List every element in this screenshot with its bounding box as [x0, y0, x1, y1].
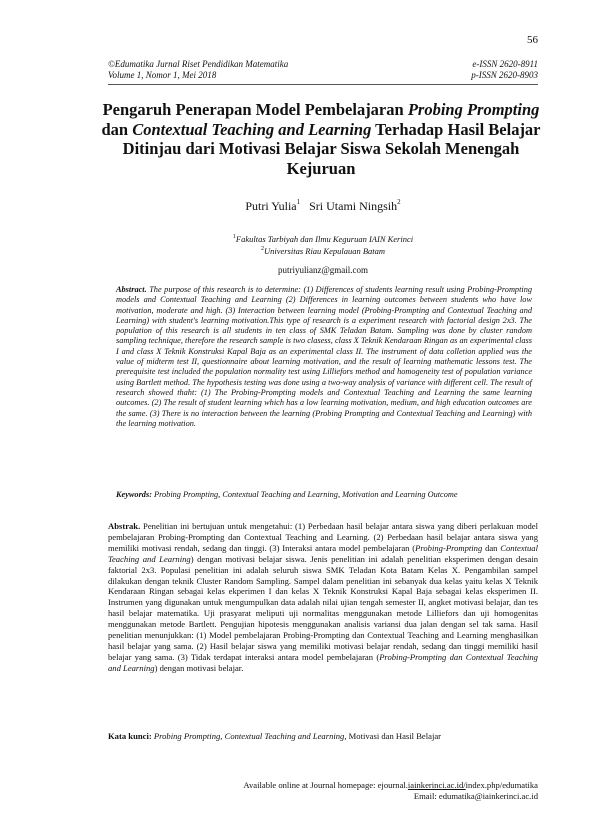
affil-sup: 2: [260, 246, 264, 252]
abstrak-text: ) dengan motivasi belajar siswa. Jenis penelitian ini adalah penelitian eksperimen dengan desain faktorial 2x3. Populasi penelitian ini adalah seluruh siswa SMK Teladan Kota Batam Kelas X. Pengambilan sampel dilakukan dengan teknik Cluster Random Sampling. Sampel dalam penelitian ini sebanyak dua kelas yaitu kelas X Teknik Kendaraan Ringan sebagai kelas ekperimen I dan kelas X Teknik Konstruksi Kapal Baja sebagai kelas eksperimen II. Instrumen yang digunakan untuk mengumpulkan data adalah nilai ujian tengah semester II, angket motivasi belajar, dan tes hasil belajar matematika. Uji prasyarat meliputi uji normalitas menggunakan metode Lilliefors dan uji homogenitas menggunakan metode Bartlett. Pengujian hipotesis menggunakan analisis variansi dua jalan dengan sel tak sama. Hasil penelitian menunjukkan: (1) Model pembelajaran Probing-Prompting dan Contextual Teaching and Learning menghasilkan hasil belajar yang sama. (2) Hasil belajar siswa yang memiliki motivasi belajar rendah, sedang dan tinggi memiliki hasil belajar yang sama. (3) Tidak terdapat interaksi antara model pembelajaran (: [108, 553, 538, 662]
title-italic-part: Probing Prompting: [407, 100, 540, 119]
paper-title: [100, 100, 542, 178]
kata-kunci-label: Kata kunci:: [108, 731, 152, 741]
author-sup: 1: [296, 198, 301, 206]
title-part: dan: [101, 119, 133, 139]
running-header: [108, 59, 538, 81]
keywords-text: Probing Prompting, Contextual Teaching and Learning, Motivation and Learning Outcome: [151, 490, 458, 499]
author-name: Sri Utami Ningsih: [309, 199, 398, 213]
author-sup: 2: [397, 198, 401, 206]
abstrak-italic: Probing-Prompting: [415, 542, 483, 553]
header-divider: [108, 84, 538, 85]
abstrak-label: Abstrak.: [108, 521, 141, 531]
footer-email: Email: edumatika@iainkerinci.ac.id: [413, 791, 538, 801]
author-name: Putri Yulia: [245, 199, 297, 213]
title-part: Terhadap Hasil Belajar Ditinjau dari Motivasi Belajar Siswa Sekolah Menengah Kejuruan: [122, 119, 541, 178]
abstract-label: Abstract.: [116, 285, 147, 294]
kata-kunci-italic: Probing Prompting, Contextual Teaching and Learning,: [151, 731, 347, 741]
abstrak-text: Penelitian ini bertujuan untuk mengetahui: (1) Perbedaan hasil belajar antara siswa yang diberi perlakuan model pembelajaran Probing-Prompting dan Contextual Teaching and Learning. (2) Perbedaan hasil belajar antara siswa yang memiliki motivasi rendah, sedang dan tinggi. (3) Interaksi antara model pembelajaran (: [108, 521, 538, 553]
pissn: p-ISSN 2620-8903: [471, 70, 538, 80]
volume-info: Volume 1, Nomor 1, Mei 2018: [108, 70, 217, 80]
affiliation: Fakultas Tarbiyah dan Ilmu Keguruan IAIN Kerinci: [235, 234, 414, 244]
author-email: putriyulianz@gmail.com: [277, 265, 369, 275]
kata-kunci-text: Motivasi dan Hasil Belajar: [346, 731, 442, 741]
page-footer: [108, 780, 538, 802]
affil-sup: 1: [232, 234, 236, 240]
affiliations: [108, 232, 538, 256]
footer-homepage: [108, 780, 538, 791]
keywords-english: [116, 489, 532, 500]
page-number: 56: [527, 34, 538, 46]
footer-homepage-prefix: Available online at Journal homepage: ejournal.: [243, 780, 408, 790]
author-list: [108, 198, 538, 214]
title-italic-part: Contextual Teaching and Learning: [132, 119, 372, 139]
abstrak-italic: Probing-Prompting dan Contextual Teaching and Learning: [108, 651, 538, 673]
eissn: e-ISSN 2620-8911: [472, 59, 538, 69]
affiliation: Universitas Riau Kepulauan Batam: [263, 246, 386, 256]
abstrak-text: ) dengan motivasi belajar.: [154, 662, 244, 673]
abstrak-italic: Contextual Teaching and Learning: [108, 542, 538, 564]
footer-homepage-suffix: index.php/edumatika: [465, 780, 538, 790]
keywords-label: Keywords:: [116, 490, 152, 499]
abstrak-text: dan: [482, 542, 501, 553]
abstract-indonesian: [108, 521, 538, 674]
abstract-text: The purpose of this research is to determine: (1) Differences of students learning result using Probing-Prompting models and Contextual Teaching and Learning (2) Differences in learning outcomes between students who have low motivation, moderate and high. (3) Interaction between learning model (Probing-Prompting and Contextual Teaching and Learning) with student's learning motivation.This type of research is a experiment research with factorial design 2x3. The population of this research is all students in ten class of SMK Teladan Batam. Sampling was done by cluster random sampling technique, therefore the research sample is two clasess, class X Teknik Kendaraan Ringan as an experimental class I and class X Teknik Konstruksi Kapal Baja as an experimental class II. The instrument of data colletion applied was the value of midterm test II, questionnaire about learning motivation, and the result of learning mathematic lessons test. The prerequisite test included the population normality test using Lilliefors method and homogeneity test of population variance using Bartlett method. The hypothesis testing was done using a two-way analysis of variance with different cell. The result of research showed thaht: (1) The Probing-Prompting models and Contextual Teaching and Learning the same learning outcomes. (2) The result of student learning which has a low learning motivation, medium, and high education outcomes are the same. (3) There is no interaction between the learning (Probing Prompting and Contextual Teaching and Learning) with the learning motivation.: [116, 285, 532, 428]
abstract-english: [116, 285, 532, 429]
title-part: Pengaruh Penerapan Model Pembelajaran: [102, 100, 408, 119]
journal-name: ©Edumatika Jurnal Riset Pendidikan Matematika: [108, 59, 289, 69]
journal-homepage-link[interactable]: iainkerinci.ac.id/: [407, 780, 466, 790]
keywords-indonesian: [108, 731, 538, 742]
